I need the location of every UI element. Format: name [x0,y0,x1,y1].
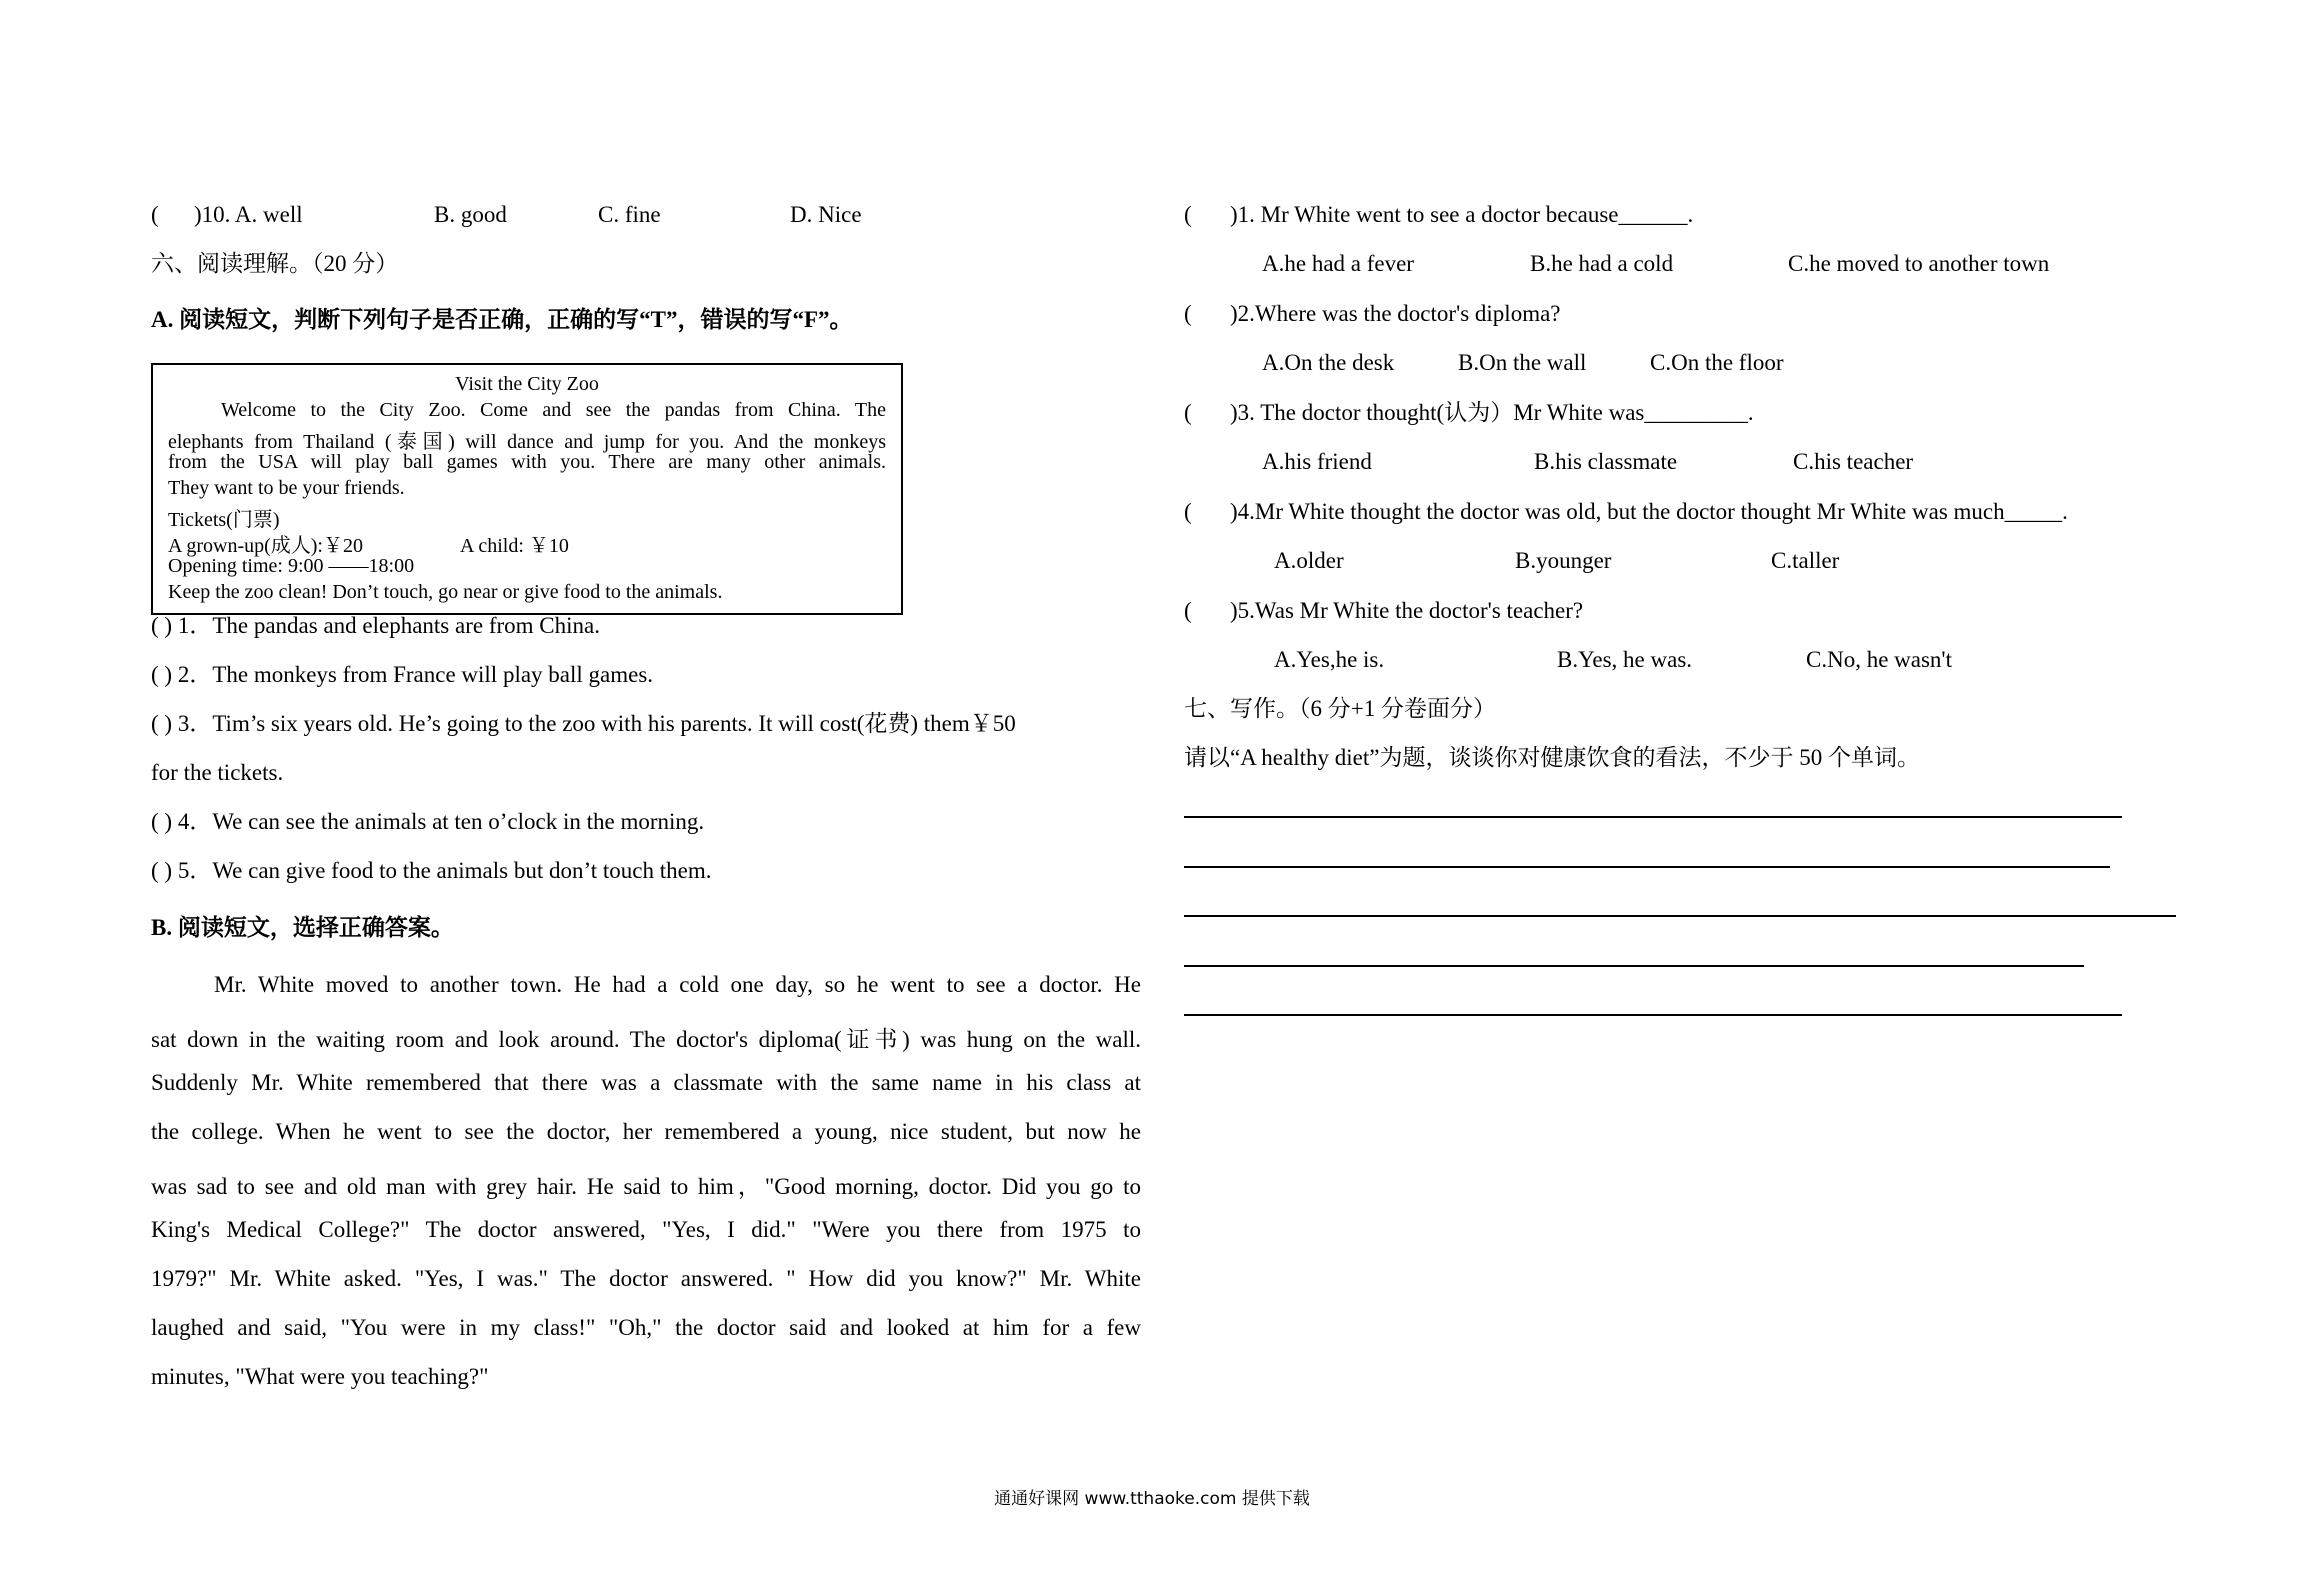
passage-line: Mr. White moved to another town. He had a cold one day, so he went to see a doctor. He [214,972,1141,997]
option-a: A.Yes,he is. [1274,647,1385,672]
option-c: C.No, he wasn't [1806,647,1952,672]
page-footer: 通通好课网 www.tthaoke.com 提供下载 [994,1489,1310,1509]
tf-item: ( ) 4．We can see the animals at ten o’clock in the morning. [151,809,705,834]
answer-paren: ( [1184,499,1192,524]
section-7-title: 七、写作。（6 分+1 分卷面分） [1184,696,1496,721]
passage-line: 1979?" Mr. White asked. "Yes, I was." The doctor answered. " How did you know?" Mr. White [151,1266,1141,1291]
writing-prompt: 请以“A healthy diet”为题，谈谈你对健康饮食的看法，不少于 50 个单词。 [1184,745,1920,770]
part-b-title: B. 阅读短文，选择正确答案。 [151,915,454,940]
option-b: B.younger [1515,548,1612,573]
zoo-notice-line: Welcome to the City Zoo. Come and see the pandas from China. The [221,399,886,421]
option-b: B.Yes, he was. [1557,647,1693,672]
question-stem: )4.Mr White thought the doctor was old, but the doctor thought Mr White was much_____. [1230,499,2068,524]
writing-line[interactable] [1184,866,2110,868]
zoo-notice-title: Visit the City Zoo [455,373,599,395]
passage-line: laughed and said, "You were in my class!" "Oh," the doctor said and looked at him for a few [151,1315,1141,1340]
tf-item-continued: for the tickets. [151,760,284,785]
zoo-notice-line: They want to be your friends. [168,477,405,499]
child-price: A child: ￥10 [460,535,569,557]
option-d: D. Nice [790,202,862,227]
tickets-label: Tickets(门票) [168,509,280,531]
option-a: A.older [1274,548,1344,573]
passage-line: Suddenly Mr. White remembered that there was a classmate with the same name in his class at [151,1070,1141,1095]
option-b: B.he had a cold [1530,251,1674,276]
question-stem: )3. The doctor thought(认为）Mr White was_________. [1230,400,1754,425]
writing-line[interactable] [1184,915,2176,917]
adult-price: A grown-up(成人):￥20 [168,535,363,557]
option-b: B.On the wall [1458,350,1587,375]
tf-item: ( ) 1．The pandas and elephants are from China. [151,613,600,638]
writing-line[interactable] [1184,816,2122,818]
answer-paren: ( [151,202,159,227]
tf-item: ( ) 2．The monkeys from France will play ball games. [151,662,654,687]
question-stem: )5.Was Mr White the doctor's teacher? [1230,598,1584,623]
answer-paren: ( [1184,202,1192,227]
option-c: C.his teacher [1793,449,1914,474]
option-b: B.his classmate [1534,449,1678,474]
part-a-title: A. 阅读短文，判断下列句子是否正确，正确的写“T”，错误的写“F”。 [151,307,853,332]
tf-item: ( ) 5．We can give food to the animals but don’t touch them. [151,858,712,883]
passage-line: King's Medical College?" The doctor answered, "Yes, I did." "Were you there from 1975 to [151,1217,1141,1242]
tf-item: ( ) 3．Tim’s six years old. He’s going to the zoo with his parents. It will cost(花费) them￥50 [151,711,1016,736]
question-stem: )1. Mr White went to see a doctor because______. [1230,202,1694,227]
passage-line: the college. When he went to see the doctor, her remembered a young, nice student, but now he [151,1119,1141,1144]
option-c: C.On the floor [1650,350,1784,375]
zoo-notice-box [151,363,903,615]
option-c: C. fine [598,202,661,227]
answer-paren: ( [1184,598,1192,623]
answer-paren: ( [1184,301,1192,326]
opening-time: Opening time: 9:00 ——18:00 [168,555,415,577]
zoo-notice-line: from the USA will play ball games with you. There are many other animals. [168,451,886,473]
question-stem: )2.Where was the doctor's diploma? [1230,301,1561,326]
writing-line[interactable] [1184,1014,2122,1016]
question-number: )10. A. well [194,202,303,227]
option-a: A.his friend [1262,449,1372,474]
answer-paren: ( [1184,400,1192,425]
option-a: A.he had a fever [1262,251,1414,276]
passage-line: minutes, "What were you teaching?" [151,1364,489,1389]
option-a: A.On the desk [1262,350,1395,375]
zoo-notice-line: elephants from Thailand (泰国) will dance and jump for you. And the monkeys [168,431,886,453]
passage-line: was sad to see and old man with grey hair. He said to him，"Good morning, doctor. Did you go to [151,1174,1141,1199]
option-c: C.taller [1771,548,1840,573]
writing-line[interactable] [1184,965,2084,967]
section-6-title: 六、阅读理解。（20 分） [151,251,399,276]
zoo-rules: Keep the zoo clean! Don’t touch, go near or give food to the animals. [168,581,723,603]
option-c: C.he moved to another town [1788,251,2050,276]
option-b: B. good [434,202,507,227]
passage-line: sat down in the waiting room and look around. The doctor's diploma(证书) was hung on the wall. [151,1027,1141,1052]
